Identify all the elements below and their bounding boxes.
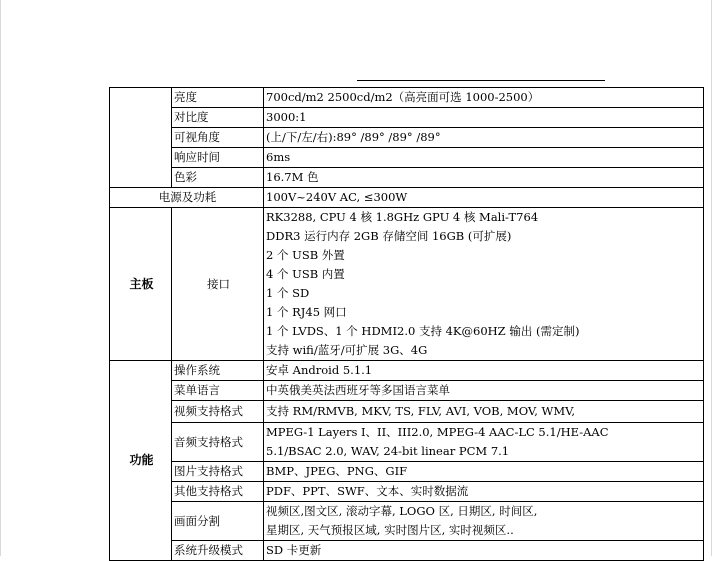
spec-label-menu-language: 菜单语言	[172, 381, 264, 401]
spec-row-menu-language	[110, 381, 704, 401]
spec-value-menu-language: 中英俄美英法西班牙等多国语言菜单	[264, 381, 704, 401]
audio-format-line: 5.1/BSAC 2.0, WAV, 24-bit linear PCM 7.1	[266, 444, 510, 458]
spec-value-response-time: 6ms	[264, 148, 704, 168]
spec-row-video-format	[110, 401, 704, 423]
spec-label-power: 电源及功耗	[110, 188, 264, 208]
spec-row-viewing-angle	[110, 128, 704, 148]
spec-label-screen-split: 画面分割	[172, 502, 264, 541]
spec-value-contrast: 3000:1	[264, 108, 704, 128]
spec-row-image-format	[110, 462, 704, 482]
interface-line: RK3288, CPU 4 核 1.8GHz GPU 4 核 Mali-T764	[266, 210, 539, 224]
screen-split-line: 星期区, 天气预报区域, 实时图片区, 实时视频区..	[266, 523, 514, 537]
spec-label-contrast: 对比度	[172, 108, 264, 128]
spec-row-screen-split	[110, 502, 704, 541]
spec-label-image-format: 图片支持格式	[172, 462, 264, 482]
spec-row-contrast	[110, 108, 704, 128]
spec-label-upgrade-mode: 系统升级模式	[172, 541, 264, 561]
spec-row-color	[110, 168, 704, 188]
spec-label-video-format: 视频支持格式	[172, 401, 264, 423]
interface-line: 1 个 RJ45 网口	[266, 305, 347, 319]
interface-line: 2 个 USB 外置	[266, 248, 345, 262]
spec-value-interface	[264, 208, 704, 361]
category-features: 功能	[110, 361, 172, 561]
spec-row-other-format	[110, 482, 704, 502]
spec-label-audio-format: 音频支持格式	[172, 423, 264, 462]
spec-value-viewing-angle: (上/下/左/右):89° /89° /89° /89°	[264, 128, 704, 148]
interface-line: 1 个 SD	[266, 286, 310, 300]
spec-value-upgrade-mode: SD 卡更新	[264, 541, 704, 561]
spec-row-audio-format	[110, 423, 704, 462]
spec-row-os	[110, 361, 704, 381]
page-edge-left	[0, 0, 1, 556]
header-rule	[357, 80, 605, 81]
spec-row-power	[110, 188, 704, 208]
spec-value-power: 100V~240V AC, ≤300W	[264, 188, 704, 208]
spec-label-brightness: 亮度	[172, 88, 264, 108]
interface-line: 1 个 LVDS、1 个 HDMI2.0 支持 4K@60HZ 输出 (需定制)	[266, 324, 580, 338]
spec-table	[109, 87, 704, 561]
interface-line: 4 个 USB 内置	[266, 267, 345, 281]
spec-label-os: 操作系统	[172, 361, 264, 381]
spec-value-audio-format	[264, 423, 704, 462]
category-mainboard: 主板	[110, 208, 172, 361]
spec-value-os: 安卓 Android 5.1.1	[264, 361, 704, 381]
spec-value-other-format: PDF、PPT、SWF、文本、实时数据流	[264, 482, 704, 502]
spec-label-color: 色彩	[172, 168, 264, 188]
spec-value-screen-split	[264, 502, 704, 541]
spec-value-brightness: 700cd/m2 2500cd/m2（高亮面可选 1000-2500）	[264, 88, 704, 108]
spec-value-color: 16.7M 色	[264, 168, 704, 188]
screen-split-line: 视频区,图文区, 滚动字幕, LOGO 区, 日期区, 时间区,	[266, 504, 538, 518]
interface-line: 支持 wifi/蓝牙/可扩展 3G、4G	[266, 343, 428, 357]
spec-value-image-format: BMP、JPEG、PNG、GIF	[264, 462, 704, 482]
spec-row-response-time	[110, 148, 704, 168]
spec-row-mainboard	[110, 208, 704, 361]
spec-row-brightness	[110, 88, 704, 108]
spec-row-upgrade-mode	[110, 541, 704, 561]
display-category-cell	[110, 88, 172, 188]
spec-value-video-format: 支持 RM/RMVB, MKV, TS, FLV, AVI, VOB, MOV, WMV,	[264, 401, 704, 423]
audio-format-line: MPEG-1 Layers I、II、III2.0, MPEG-4 AAC-LC 5.1/HE-AAC	[266, 425, 609, 439]
spec-label-response-time: 响应时间	[172, 148, 264, 168]
spec-label-interface: 接口	[172, 208, 264, 361]
interface-line: DDR3 运行内存 2GB 存储空间 16GB (可扩展)	[266, 229, 512, 243]
page-edge-right	[711, 0, 712, 556]
spec-label-viewing-angle: 可视角度	[172, 128, 264, 148]
spec-label-other-format: 其他支持格式	[172, 482, 264, 502]
